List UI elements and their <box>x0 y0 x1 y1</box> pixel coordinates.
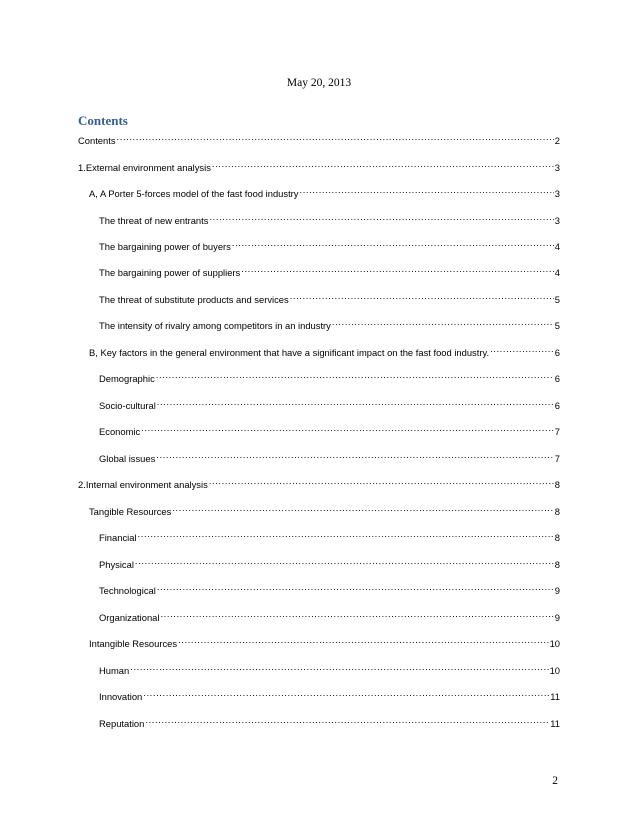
toc-entry-bargaining-power-buyers[interactable] <box>99 238 560 253</box>
toc-dot-leader <box>130 662 548 674</box>
toc-entry-page: 8 <box>554 479 560 490</box>
toc-entry-label: Global issues <box>99 453 156 464</box>
toc-entry-internal-environment-analysis[interactable] <box>78 476 560 491</box>
toc-entry-page: 3 <box>554 188 560 199</box>
toc-entry-innovation[interactable] <box>99 688 560 703</box>
toc-entry-page: 10 <box>549 638 560 649</box>
toc-entry-label: Demographic <box>99 373 155 384</box>
toc-entry-page: 11 <box>550 691 560 702</box>
toc-entry-bargaining-power-suppliers[interactable] <box>99 264 560 279</box>
toc-entry-label: 2.Internal environment analysis <box>78 479 208 490</box>
toc-entry-technological[interactable] <box>99 582 560 597</box>
toc-entry-page: 6 <box>554 347 560 358</box>
toc-entry-contents[interactable] <box>78 132 560 147</box>
toc-dot-leader <box>299 185 553 197</box>
toc-entry-page: 6 <box>554 373 560 384</box>
toc-entry-key-factors-general-environment[interactable] <box>89 344 560 359</box>
toc-dot-leader <box>141 423 554 435</box>
toc-dot-leader <box>117 132 554 144</box>
toc-dot-leader <box>212 159 554 171</box>
toc-entry-organizational[interactable] <box>99 609 560 624</box>
toc-entry-label: Intangible Resources <box>89 638 178 649</box>
toc-entry-label: Human <box>99 665 130 676</box>
toc-entry-reputation[interactable] <box>99 715 560 730</box>
toc-entry-label: Economic <box>99 426 141 437</box>
toc-entry-page: 5 <box>554 294 560 305</box>
toc-dot-leader <box>156 370 554 382</box>
toc-entry-label: Tangible Resources <box>89 506 172 517</box>
toc-entry-tangible-resources[interactable] <box>89 503 560 518</box>
page-number: 2 <box>552 775 558 787</box>
toc-dot-leader <box>209 476 554 488</box>
toc-entry-page: 9 <box>554 612 560 623</box>
toc-entry-threat-of-new-entrants[interactable] <box>99 212 560 227</box>
toc-entry-label: Reputation <box>99 718 145 729</box>
toc-entry-label: 1.External environment analysis <box>78 162 211 173</box>
toc-dot-leader <box>138 529 554 541</box>
toc-entry-intensity-of-rivalry[interactable] <box>99 317 560 332</box>
toc-entry-label: Socio-cultural <box>99 400 156 411</box>
toc-dot-leader <box>156 450 554 462</box>
toc-entry-label: Physical <box>99 559 134 570</box>
toc-dot-leader <box>143 688 549 700</box>
toc-dot-leader <box>209 212 553 224</box>
toc-dot-leader <box>157 397 554 409</box>
toc-dot-leader <box>332 317 554 329</box>
toc-entry-page: 4 <box>554 241 560 252</box>
toc-entry-page: 8 <box>554 532 560 543</box>
toc-entry-label: B, Key factors in the general environment that have a significant impact on the fast food industry. <box>89 347 490 358</box>
toc-entry-label: The threat of substitute products and services <box>99 294 289 305</box>
toc-dot-leader <box>145 715 549 727</box>
toc-entry-label: The bargaining power of suppliers <box>99 267 241 278</box>
toc-dot-leader <box>135 556 554 568</box>
toc-entry-label: The bargaining power of buyers <box>99 241 231 252</box>
toc-dot-leader <box>490 344 554 356</box>
toc-heading: Contents <box>78 113 128 128</box>
toc-entry-label: Technological <box>99 585 156 596</box>
toc-entry-page: 4 <box>554 267 560 278</box>
toc-entry-page: 8 <box>554 559 560 570</box>
toc-entry-physical[interactable] <box>99 556 560 571</box>
toc-entry-socio-cultural[interactable] <box>99 397 560 412</box>
toc-entry-human[interactable] <box>99 662 560 677</box>
toc-dot-leader <box>241 264 554 276</box>
toc-entry-label: Organizational <box>99 612 160 623</box>
toc-entry-page: 9 <box>554 585 560 596</box>
toc-entry-economic[interactable] <box>99 423 560 438</box>
toc-entry-page: 3 <box>554 162 560 173</box>
toc-entry-threat-of-substitutes[interactable] <box>99 291 560 306</box>
toc-entry-financial[interactable] <box>99 529 560 544</box>
toc-entry-page: 7 <box>554 426 560 437</box>
toc-entry-label: A, A Porter 5-forces model of the fast food industry <box>89 188 299 199</box>
toc-entry-porter-5-forces[interactable] <box>89 185 560 200</box>
toc-entry-page: 11 <box>550 718 560 729</box>
toc-entry-page: 7 <box>554 453 560 464</box>
toc-dot-leader <box>160 609 553 621</box>
toc-entry-label: Innovation <box>99 691 143 702</box>
toc-entry-label: Financial <box>99 532 137 543</box>
toc-dot-leader <box>172 503 553 515</box>
toc-entry-label: Contents <box>78 135 116 146</box>
toc-dot-leader <box>232 238 554 250</box>
toc-entry-page: 2 <box>554 135 560 146</box>
toc-entry-page: 3 <box>554 215 560 226</box>
toc-entry-label: The threat of new entrants <box>99 215 209 226</box>
header-date: May 20, 2013 <box>286 77 352 89</box>
toc-entry-page: 10 <box>549 665 560 676</box>
toc-entry-page: 8 <box>554 506 560 517</box>
toc-entry-intangible-resources[interactable] <box>89 635 560 650</box>
toc-entry-page: 6 <box>554 400 560 411</box>
toc-dot-leader <box>178 635 548 647</box>
toc-entry-page: 5 <box>554 320 560 331</box>
toc-entry-external-environment-analysis[interactable] <box>78 159 560 174</box>
toc-dot-leader <box>157 582 554 594</box>
toc-entry-demographic[interactable] <box>99 370 560 385</box>
toc-dot-leader <box>290 291 554 303</box>
toc-entry-global-issues[interactable] <box>99 450 560 465</box>
toc-entry-label: The intensity of rivalry among competitors in an industry <box>99 320 331 331</box>
